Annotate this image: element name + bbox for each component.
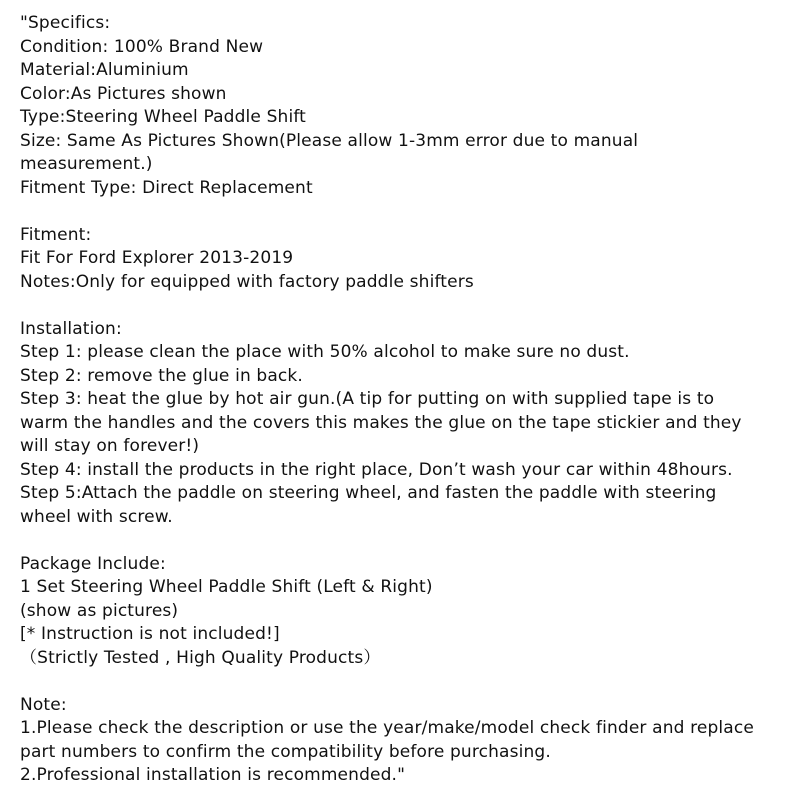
package-instruction-line: [* Instruction is not included!]	[20, 624, 280, 644]
step-5-line-1: Step 5:Attach the paddle on steering wheel, and fasten the paddle with steering	[20, 483, 717, 503]
color-line: Color:As Pictures shown	[20, 83, 227, 104]
fitment-notes-line: Notes:Only for equipped with factory paddle shifters	[20, 271, 474, 292]
package-item-line: 1 Set Steering Wheel Paddle Shift (Left & Right)	[20, 577, 433, 597]
step-5-line-2: wheel with screw.	[20, 506, 173, 527]
size-line-1: Size: Same As Pictures Shown(Please allow 1-3mm error due to manual	[20, 130, 639, 151]
specifics-heading: "Specifics:	[20, 13, 111, 33]
step-4-line: Step 4: install the products in the right place, Don’t wash your car within 48hours.	[20, 459, 733, 480]
spacer	[20, 670, 790, 694]
spacer	[20, 529, 790, 553]
step-2-line: Step 2: remove the glue in back.	[20, 365, 303, 386]
note-item-1-line-2: part numbers to confirm the compatibility before purchasing.	[20, 741, 551, 762]
step-3-line-2: warm the handles and the covers this makes the glue on the tape stickier and they	[20, 412, 742, 433]
product-description	[20, 12, 790, 788]
spacer	[20, 200, 790, 224]
size-line-2: measurement.)	[20, 154, 153, 174]
package-tested-line: （Strictly Tested , High Quality Products）	[20, 647, 381, 668]
step-3-line-1: Step 3: heat the glue by hot air gun.(A tip for putting on with supplied tape is to	[20, 389, 715, 409]
step-3-line-3: will stay on forever!)	[20, 436, 200, 456]
type-line: Type:Steering Wheel Paddle Shift	[20, 107, 306, 127]
spacer	[20, 294, 790, 318]
material-line: Material:Aluminium	[20, 60, 189, 80]
fitment-vehicle-line: Fit For Ford Explorer 2013-2019	[20, 248, 294, 268]
package-heading: Package Include:	[20, 553, 166, 574]
note-item-2-line: 2.Professional installation is recommended."	[20, 765, 406, 785]
installation-heading: Installation:	[20, 318, 122, 339]
note-heading: Note:	[20, 694, 67, 715]
fitment-type-line: Fitment Type: Direct Replacement	[20, 177, 313, 198]
fitment-heading: Fitment:	[20, 224, 92, 245]
note-item-1-line-1: 1.Please check the description or use the year/make/model check finder and replace	[20, 718, 754, 738]
condition-line: Condition: 100% Brand New	[20, 36, 264, 57]
step-1-line: Step 1: please clean the place with 50% alcohol to make sure no dust.	[20, 342, 630, 362]
package-show-line: (show as pictures)	[20, 600, 179, 621]
